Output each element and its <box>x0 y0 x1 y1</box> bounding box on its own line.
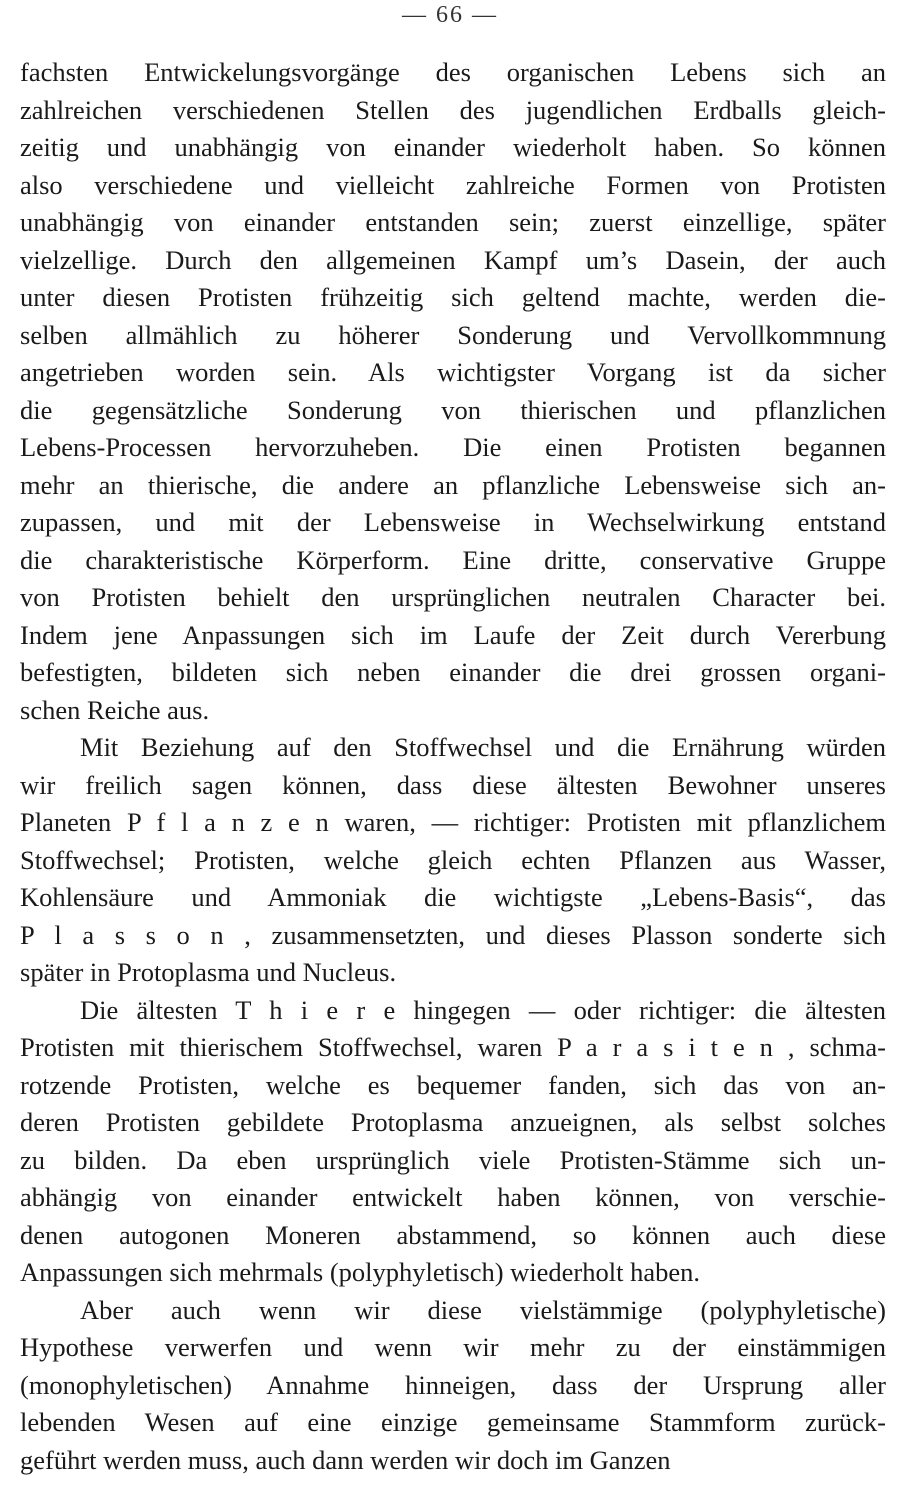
text-line: (monophyletischen) Annahme hinneigen, dass der Ursprung aller <box>20 1369 886 1400</box>
text-line: denen autogonen Moneren abstammend, so können auch diese <box>20 1219 886 1250</box>
body-text <box>20 54 886 1479</box>
paragraph <box>20 1292 886 1480</box>
text-line: Lebens-Processen hervorzuheben. Die einen Protisten begannen <box>20 432 886 462</box>
text-line: abhängig von einander entwickelt haben können, von verschie- <box>20 1182 886 1212</box>
paragraph <box>20 992 886 1292</box>
text-line: Protisten mit thierischem Stoffwechsel, waren P a r a s i t e n , schma- <box>20 1032 886 1062</box>
paragraph <box>20 729 886 992</box>
text-line: zeitig und unabhängig von einander wiederholt haben. So können <box>20 132 886 162</box>
text-line: vielzellige. Durch den allgemeinen Kampf um’s Dasein, der auch <box>20 244 886 275</box>
text-line: mehr an thierische, die andere an pflanzliche Lebensweise sich an- <box>20 469 886 500</box>
text-line: später in Protoplasma und Nucleus. <box>20 957 397 987</box>
text-line: schen Reiche aus. <box>20 694 210 725</box>
text-line: die charakteristische Körperform. Eine dritte, conservative Gruppe <box>20 544 886 575</box>
text-line: Stoffwechsel; Protisten, welche gleich echten Pflanzen aus Wasser, <box>20 844 886 875</box>
text-line: unabhängig von einander entstanden sein; zuerst einzellige, später <box>20 207 886 237</box>
text-line: deren Protisten gebildete Protoplasma anzueignen, als selbst solches <box>20 1107 886 1137</box>
text-line: Die ältesten T h i e r e hingegen — oder richtiger: die ältesten <box>80 994 886 1025</box>
text-line: von Protisten behielt den ursprünglichen neutralen Character bei. <box>20 582 886 612</box>
text-line: Planeten P f l a n z e n waren, — richtiger: Protisten mit pflanzlichem <box>20 807 886 837</box>
text-line: Kohlensäure und Ammoniak die wichtigste „Lebens-Basis“, das <box>20 882 886 912</box>
text-line: rotzende Protisten, welche es bequemer fanden, sich das von an- <box>20 1069 886 1100</box>
text-line: also verschiedene und vielleicht zahlreiche Formen von Protisten <box>20 169 886 200</box>
text-line: Mit Beziehung auf den Stoffwechsel und die Ernährung würden <box>80 732 886 762</box>
text-line: zahlreichen verschiedenen Stellen des jugendlichen Erdballs gleich- <box>20 94 886 125</box>
paragraph <box>20 54 886 729</box>
text-line: Indem jene Anpassungen sich im Laufe der Zeit durch Vererbung <box>20 619 886 650</box>
text-line: geführt werden muss, auch dann werden wir doch im Ganzen <box>20 1444 671 1475</box>
text-line: zupassen, und mit der Lebensweise in Wechselwirkung entstand <box>20 507 886 537</box>
text-line: P l a s s o n , zusammensetzten, und dieses Plasson sonderte sich <box>20 919 886 950</box>
text-line: die gegensätzliche Sonderung von thierischen und pflanzlichen <box>20 394 886 425</box>
text-line: befestigten, bildeten sich neben einander die drei grossen organi- <box>20 657 886 687</box>
text-line: Aber auch wenn wir diese vielstämmige (polyphyletische) <box>80 1294 886 1325</box>
text-line: fachsten Entwickelungsvorgänge des organischen Lebens sich an <box>20 57 886 87</box>
text-line: lebenden Wesen auf eine einzige gemeinsame Stammform zurück- <box>20 1407 886 1437</box>
text-line: Hypothese verwerfen und wenn wir mehr zu der einstämmigen <box>20 1332 886 1362</box>
text-line: zu bilden. Da eben ursprünglich viele Protisten-Stämme sich un- <box>20 1144 886 1175</box>
text-line: unter diesen Protisten frühzeitig sich geltend machte, werden die- <box>20 282 886 312</box>
page-number: — 66 — <box>402 2 498 28</box>
text-line: Anpassungen sich mehrmals (polyphyletisch) wiederholt haben. <box>20 1257 701 1287</box>
text-line: wir freilich sagen können, dass diese ältesten Bewohner unseres <box>20 769 886 800</box>
text-line: selben allmählich zu höherer Sonderung und Vervollkommnung <box>20 319 886 350</box>
text-line: angetrieben worden sein. Als wichtigster Vorgang ist da sicher <box>20 357 886 387</box>
